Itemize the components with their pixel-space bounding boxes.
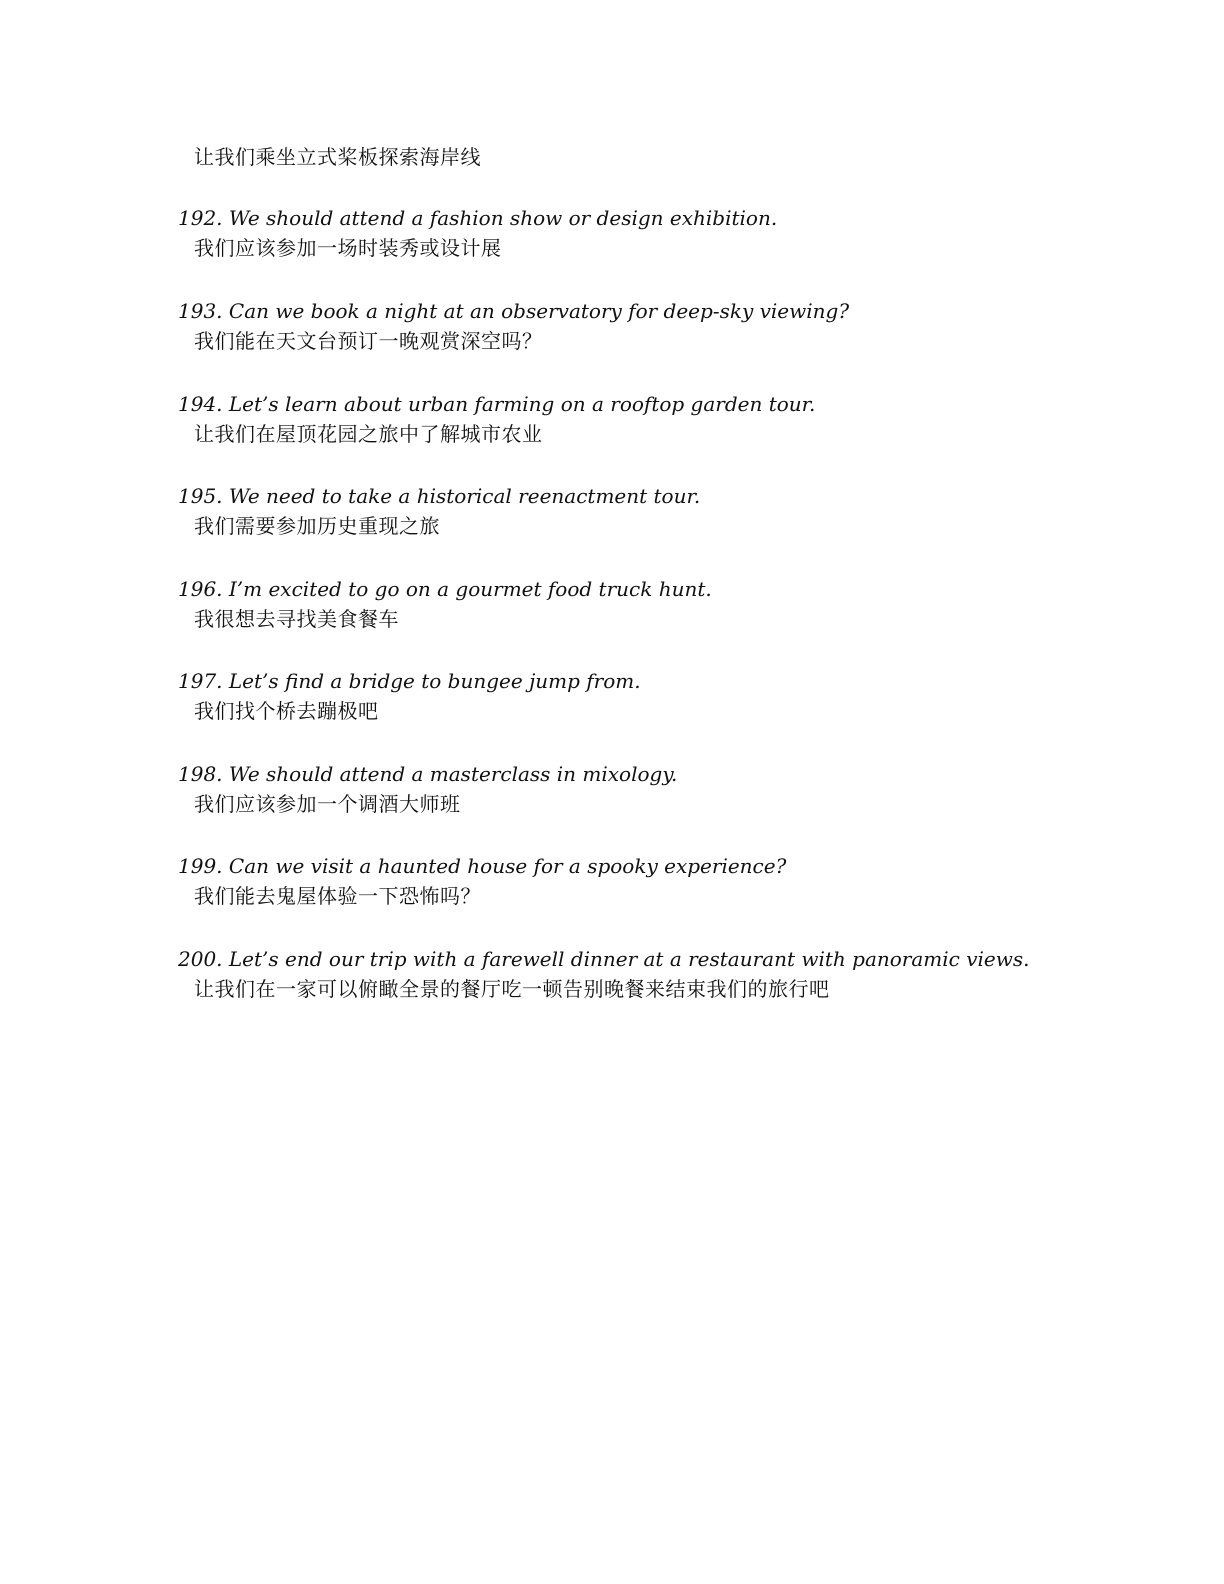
english-sentence: 194. Let’s learn about urban farming on a rooftop garden tour. (178, 392, 816, 416)
english-sentence: 198. We should attend a masterclass in mixology. (178, 762, 678, 786)
phrase-entry-196 (178, 575, 1078, 633)
translation-line-191: 让我们乘坐立式桨板探索海岸线 (194, 145, 481, 169)
chinese-translation: 我很想去寻找美食餐车 (194, 607, 399, 631)
chinese-translation: 我们应该参加一个调酒大师班 (194, 792, 461, 816)
phrase-entry-199 (178, 852, 1078, 910)
chinese-translation: 我们需要参加历史重现之旅 (194, 514, 440, 538)
english-sentence: 193. Can we book a night at an observatory for deep-sky viewing? (178, 299, 850, 323)
phrase-entry-200 (178, 945, 1078, 1003)
phrase-entry-193 (178, 297, 1078, 355)
phrase-entry-198 (178, 760, 1078, 818)
phrase-entry-195 (178, 482, 1078, 540)
english-sentence: 192. We should attend a fashion show or design exhibition. (178, 206, 778, 230)
english-sentence: 199. Can we visit a haunted house for a spooky experience? (178, 854, 787, 878)
chinese-translation: 让我们在屋顶花园之旅中了解城市农业 (194, 422, 543, 446)
phrase-entry-197 (178, 667, 1078, 725)
chinese-translation: 我们能去鬼屋体验一下恐怖吗？ (194, 884, 481, 908)
english-sentence: 196. I’m excited to go on a gourmet food truck hunt. (178, 577, 712, 601)
phrase-entry-192 (178, 204, 1078, 262)
english-sentence: 195. We need to take a historical reenactment tour. (178, 484, 701, 508)
english-sentence: 200. Let’s end our trip with a farewell dinner at a restaurant with panoramic views. (178, 947, 1030, 971)
english-sentence: 197. Let’s find a bridge to bungee jump from. (178, 669, 641, 693)
chinese-translation: 我们找个桥去蹦极吧 (194, 699, 379, 723)
phrase-entry-194 (178, 390, 1078, 448)
chinese-translation: 让我们在一家可以俯瞰全景的餐厅吃一顿告别晚餐来结束我们的旅行吧 (194, 977, 830, 1001)
chinese-translation: 我们能在天文台预订一晚观赏深空吗？ (194, 329, 543, 353)
chinese-translation: 我们应该参加一场时装秀或设计展 (194, 236, 502, 260)
